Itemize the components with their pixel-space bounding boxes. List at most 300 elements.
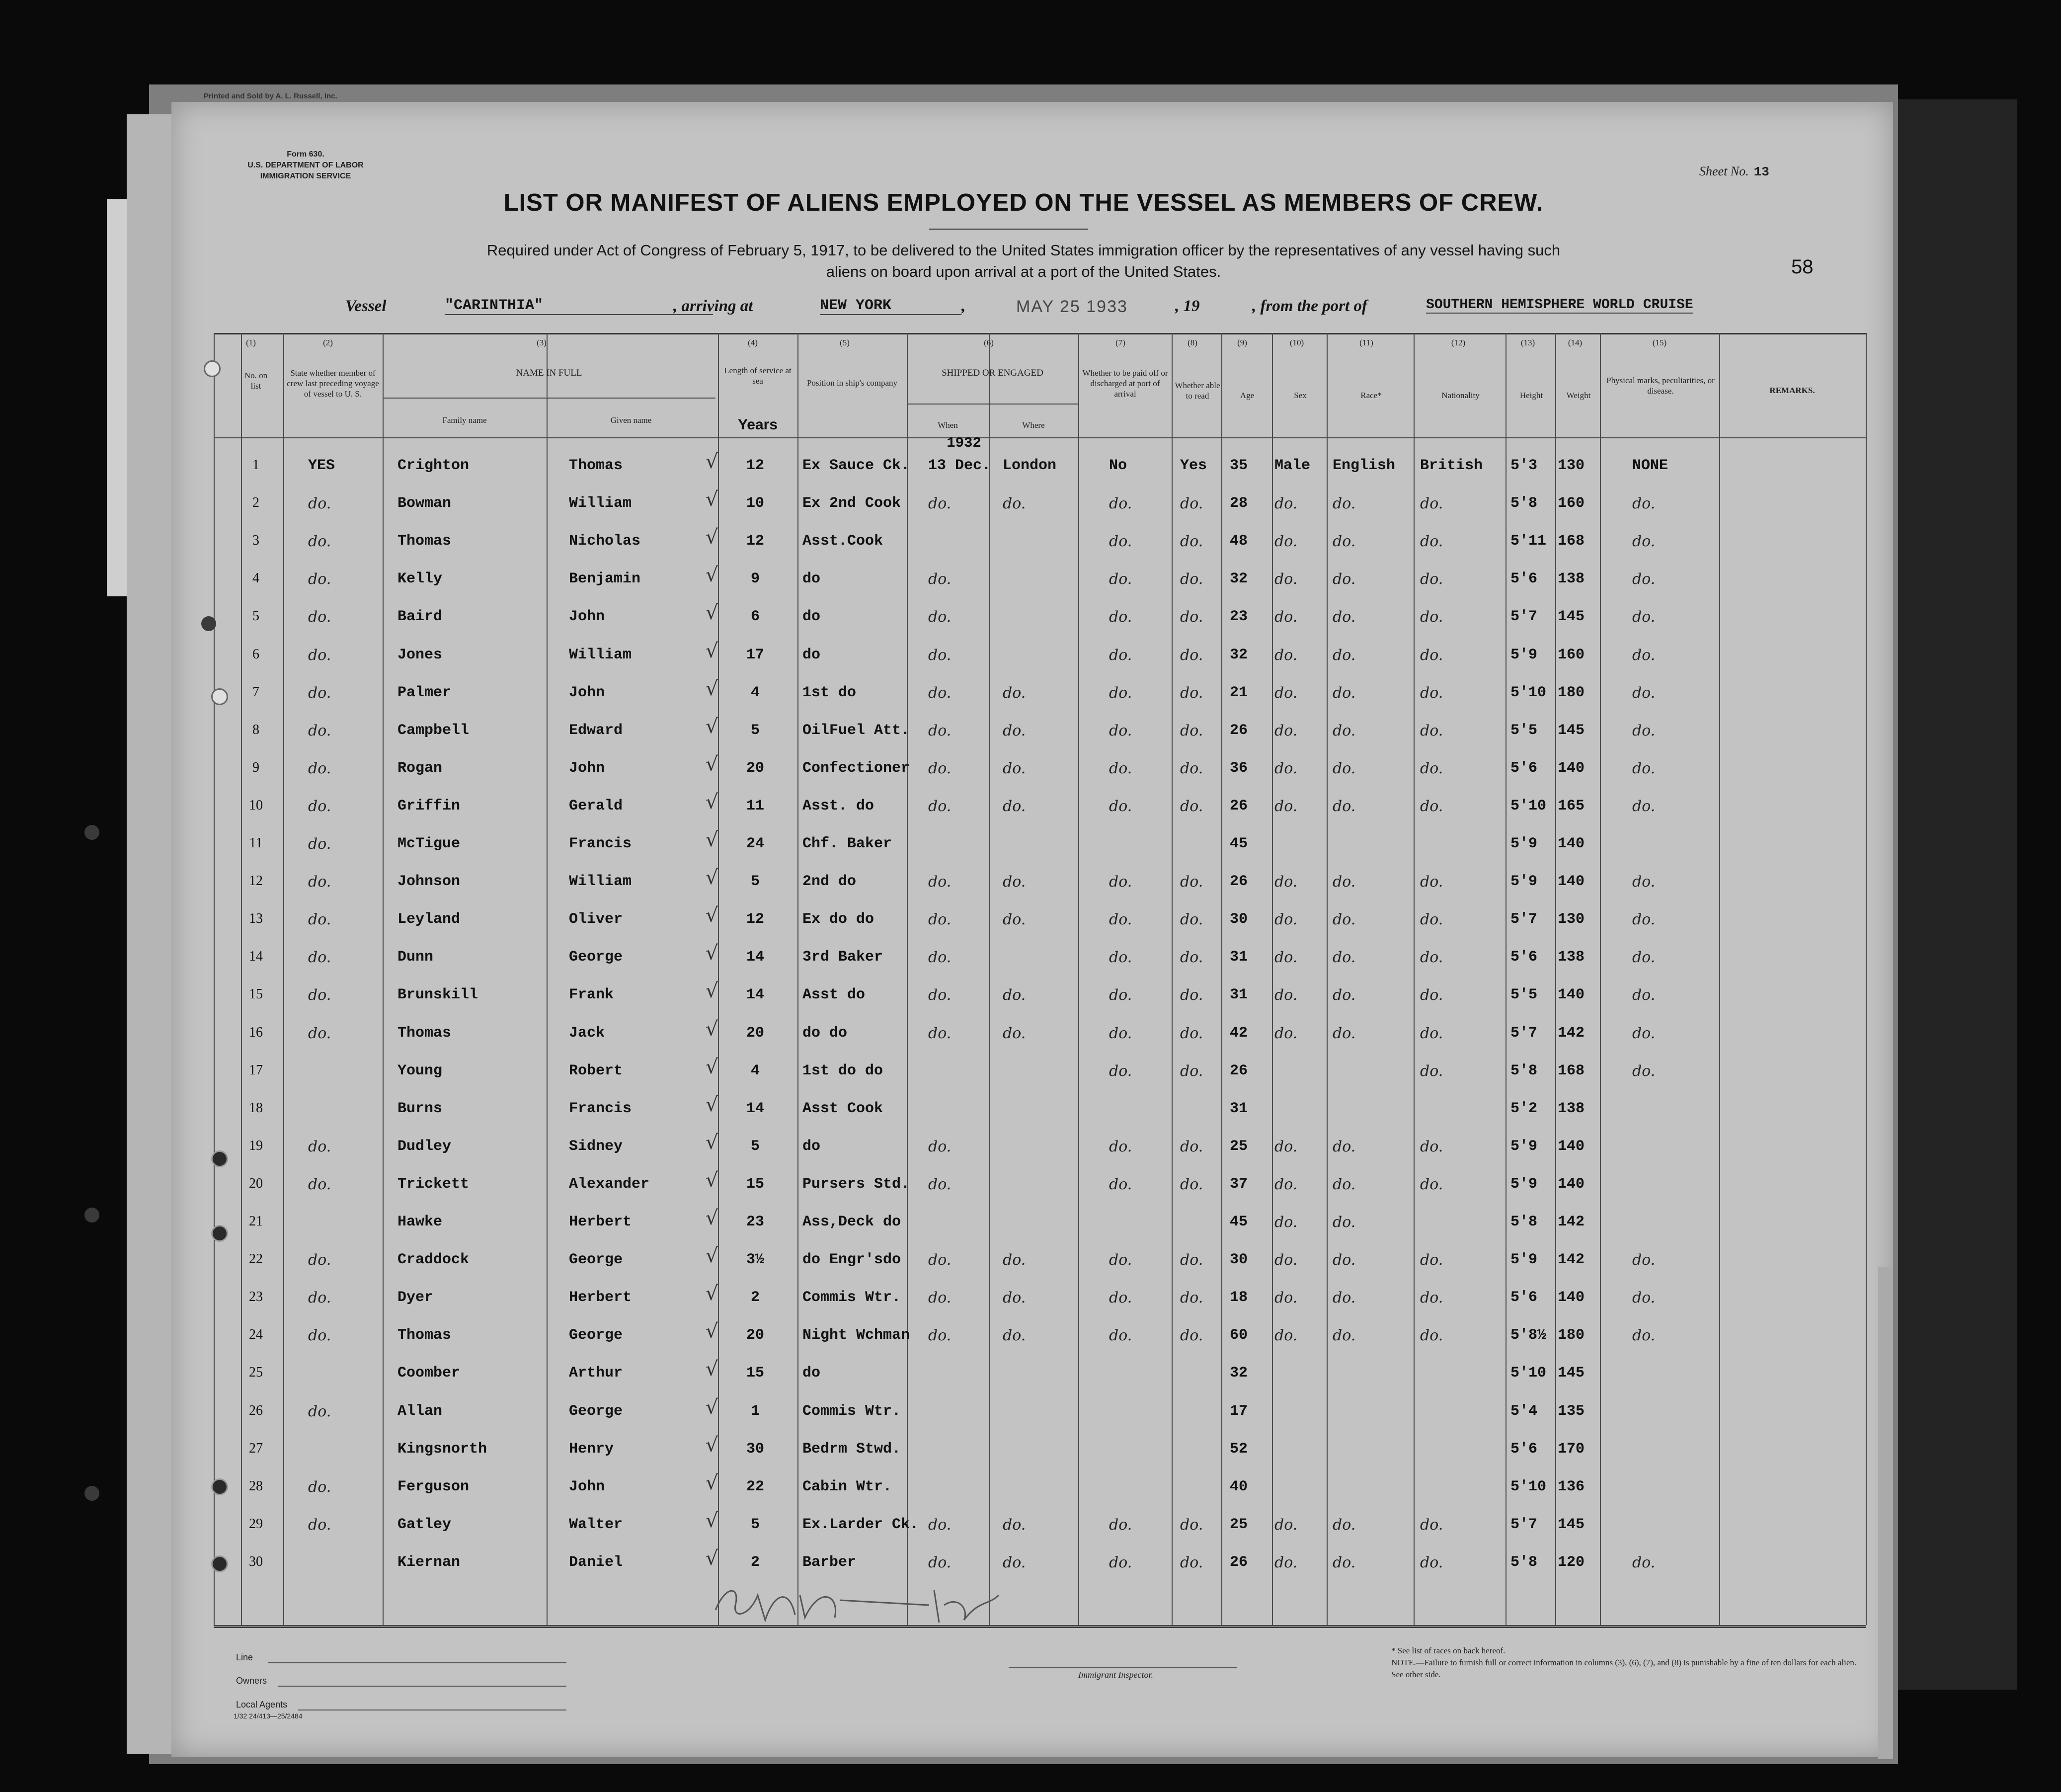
- table-bottom-rule: [214, 1625, 1866, 1626]
- cell-family: Kiernan: [397, 1553, 461, 1571]
- footer-owners-rule: [278, 1686, 566, 1687]
- cell-weight: 140: [1558, 759, 1585, 777]
- cell-service: 30: [746, 1440, 764, 1458]
- cell-state: do.: [308, 759, 331, 777]
- column-number: (2): [323, 338, 333, 347]
- cell-sex: do.: [1274, 1327, 1298, 1345]
- table-row: [0, 715, 2061, 760]
- cell-height: 5'5: [1510, 986, 1538, 1004]
- cell-weight: 165: [1558, 797, 1585, 815]
- cell-service: 5: [750, 722, 760, 739]
- cell-read: do.: [1180, 722, 1203, 739]
- cell-sex: do.: [1274, 570, 1298, 588]
- cell-given: Edward: [569, 722, 623, 739]
- cell-state: do.: [308, 1175, 331, 1193]
- cell-family: Bowman: [397, 495, 452, 512]
- cell-age: 31: [1230, 949, 1248, 966]
- binder-hole: [84, 825, 99, 840]
- cell-nat: do.: [1420, 533, 1443, 551]
- cell-weight: 140: [1558, 873, 1585, 891]
- arriving-label: , arriving at: [673, 297, 753, 315]
- stamp-number: 58: [1791, 256, 1814, 278]
- cell-no: 21: [249, 1214, 263, 1229]
- header-able-to-read: Whether able to read: [1175, 381, 1220, 401]
- cell-paid: do.: [1109, 986, 1132, 1004]
- header-physical-marks: Physical marks, peculiarities, or disease.: [1606, 376, 1715, 396]
- cell-position: do do: [802, 1024, 848, 1042]
- table-row: [0, 450, 2061, 495]
- header-family-name: Family name: [442, 415, 487, 425]
- cell-family: Palmer: [397, 684, 452, 701]
- cell-no: 1: [252, 457, 259, 473]
- cell-no: 20: [249, 1175, 263, 1191]
- cell-paid: do.: [1109, 759, 1132, 777]
- cell-family: Brunskill: [397, 986, 478, 1004]
- cell-when: do.: [928, 1289, 951, 1307]
- cell-weight: 138: [1558, 1100, 1585, 1117]
- cell-sex: do.: [1274, 722, 1298, 739]
- arrival-date-stamp: MAY 25 1933: [1016, 297, 1128, 316]
- cell-given: Herbert: [569, 1289, 632, 1306]
- punch-hole: [211, 1555, 228, 1572]
- cell-no: 12: [249, 873, 263, 889]
- cell-family: Baird: [397, 608, 443, 626]
- cell-position: 1st do: [802, 684, 857, 701]
- cell-sex: do.: [1274, 608, 1298, 626]
- cell-service: 1: [750, 1402, 760, 1420]
- cell-nat: do.: [1420, 722, 1443, 739]
- cell-given: John: [569, 684, 605, 701]
- cell-age: 45: [1230, 1214, 1248, 1230]
- cell-read: do.: [1180, 1251, 1203, 1269]
- cell-age: 40: [1230, 1478, 1248, 1495]
- check-mark-icon: √: [706, 564, 718, 587]
- cell-position: Asst Cook: [802, 1100, 883, 1117]
- cell-where: do.: [1003, 911, 1026, 929]
- cell-race: do.: [1333, 570, 1356, 588]
- cell-race: do.: [1333, 911, 1356, 929]
- table-row: [0, 1320, 2061, 1365]
- column-number: (11): [1359, 338, 1373, 347]
- cell-no: 7: [252, 684, 259, 700]
- footer-agents-rule: [298, 1710, 566, 1711]
- cell-no: 17: [249, 1062, 263, 1078]
- cell-given: Arthur: [569, 1365, 623, 1382]
- cell-height: 5'8: [1510, 1214, 1538, 1230]
- table-row: [0, 639, 2061, 684]
- cell-when: do.: [928, 1516, 951, 1534]
- column-number: (1): [246, 338, 256, 347]
- header-remarks: REMARKS.: [1769, 386, 1815, 395]
- service-name: IMMIGRATION SERVICE: [260, 172, 351, 180]
- header-name-in-full: NAME IN FULL: [516, 368, 582, 378]
- cell-weight: 180: [1558, 684, 1585, 701]
- table-row: [0, 1433, 2061, 1478]
- cell-no: 2: [252, 495, 259, 511]
- cell-sex: do.: [1274, 684, 1298, 702]
- cell-sex: do.: [1274, 646, 1298, 664]
- cell-weight: 130: [1558, 457, 1585, 474]
- cell-sex: do.: [1274, 873, 1298, 891]
- cell-height: 5'6: [1510, 1440, 1538, 1458]
- cell-position: Ass,Deck do: [802, 1214, 901, 1230]
- cell-when: do.: [928, 646, 951, 664]
- cell-where: do.: [1003, 1024, 1026, 1042]
- cell-family: Gatley: [397, 1516, 452, 1533]
- cell-nat: British: [1420, 457, 1483, 474]
- cell-sex: do.: [1274, 1251, 1298, 1269]
- header-length-service: Length of service at sea: [724, 366, 792, 386]
- cell-paid: do.: [1109, 911, 1132, 929]
- cell-race: do.: [1333, 608, 1356, 626]
- cell-age: 26: [1230, 873, 1248, 891]
- header-shipped-engaged: SHIPPED OR ENGAGED: [942, 368, 1043, 378]
- footer-line-label: Line: [236, 1652, 253, 1662]
- cell-position: Ex do do: [802, 911, 874, 928]
- cell-where: do.: [1003, 1553, 1026, 1571]
- check-mark-icon: √: [706, 526, 718, 549]
- cell-weight: 140: [1558, 986, 1585, 1004]
- check-mark-icon: √: [706, 752, 718, 776]
- cell-race: do.: [1333, 1138, 1356, 1155]
- cell-nat: do.: [1420, 911, 1443, 929]
- cell-family: McTigue: [397, 835, 461, 852]
- cell-height: 5'9: [1510, 646, 1538, 663]
- cell-paid: do.: [1109, 1251, 1132, 1269]
- cell-given: Francis: [569, 835, 632, 852]
- name-subheader-rule: [383, 398, 715, 399]
- table-row: [0, 1093, 2061, 1138]
- cell-no: 23: [249, 1289, 263, 1305]
- immigrant-inspector-label: Immigrant Inspector.: [1078, 1670, 1153, 1680]
- cell-position: OilFuel Att.: [802, 722, 910, 739]
- check-mark-icon: √: [706, 488, 718, 511]
- cell-nat: do.: [1420, 608, 1443, 626]
- cell-phys: NONE: [1632, 457, 1668, 474]
- cell-no: 13: [249, 911, 263, 927]
- column-number: (12): [1451, 338, 1466, 347]
- cell-no: 10: [249, 797, 263, 813]
- punch-hole: [211, 1478, 228, 1495]
- sheet-number-label: Sheet No.: [1699, 164, 1749, 178]
- cell-state: do.: [308, 1024, 331, 1042]
- cell-sex: do.: [1274, 533, 1298, 551]
- cell-weight: 160: [1558, 646, 1585, 663]
- cell-when: do.: [928, 608, 951, 626]
- cell-position: Barber: [802, 1553, 857, 1571]
- cell-no: 18: [249, 1100, 263, 1116]
- header-where: Where: [1022, 420, 1045, 430]
- cell-read: do.: [1180, 684, 1203, 702]
- binder-hole: [84, 1208, 99, 1222]
- check-mark-icon: √: [706, 1509, 718, 1532]
- cell-paid: do.: [1109, 608, 1132, 626]
- table-row: [0, 1471, 2061, 1516]
- cell-service: 11: [746, 797, 764, 815]
- cell-family: Leyland: [397, 911, 461, 928]
- cell-race: do.: [1333, 533, 1356, 551]
- cell-paid: do.: [1109, 949, 1132, 967]
- cell-when: do.: [928, 684, 951, 702]
- cell-paid: do.: [1109, 722, 1132, 739]
- cell-read: do.: [1180, 1062, 1203, 1080]
- cell-age: 60: [1230, 1327, 1248, 1344]
- cell-where: do.: [1003, 797, 1026, 815]
- cell-race: do.: [1333, 722, 1356, 739]
- cell-family: Dyer: [397, 1289, 434, 1306]
- cell-no: 3: [252, 533, 259, 549]
- cell-weight: 170: [1558, 1440, 1585, 1458]
- cell-position: 2nd do: [802, 873, 857, 891]
- cell-nat: do.: [1420, 495, 1443, 513]
- cell-height: 5'10: [1510, 797, 1547, 815]
- cell-no: 24: [249, 1327, 263, 1343]
- table-row: [0, 828, 2061, 873]
- cell-service: 12: [746, 457, 764, 474]
- cell-when: do.: [928, 1251, 951, 1269]
- cell-paid: No: [1109, 457, 1127, 474]
- cell-family: Craddock: [397, 1251, 470, 1269]
- cell-read: do.: [1180, 570, 1203, 588]
- cell-where: do.: [1003, 1516, 1026, 1534]
- cell-race: do.: [1333, 873, 1356, 891]
- cell-state: do.: [308, 797, 331, 815]
- cell-state: do.: [308, 1478, 331, 1496]
- cell-given: Walter: [569, 1516, 623, 1533]
- cell-given: Gerald: [569, 797, 623, 815]
- cell-no: 30: [249, 1553, 263, 1569]
- cell-read: do.: [1180, 986, 1203, 1004]
- cell-service: 3½: [746, 1251, 764, 1269]
- cell-position: Night Wchman: [802, 1327, 910, 1344]
- cell-height: 5'7: [1510, 1024, 1538, 1042]
- cell-family: Hawke: [397, 1214, 443, 1230]
- cell-state: do.: [308, 722, 331, 739]
- check-mark-icon: √: [706, 1093, 718, 1116]
- cell-age: 23: [1230, 608, 1248, 626]
- cell-given: George: [569, 949, 623, 966]
- cell-family: Griffin: [397, 797, 461, 815]
- cell-service: 14: [746, 949, 764, 966]
- header-weight: Weight: [1566, 391, 1591, 400]
- cell-paid: do.: [1109, 570, 1132, 588]
- header-paid-off: Whether to be paid off or discharged at port of arrival: [1082, 368, 1168, 399]
- cell-state: do.: [308, 1138, 331, 1155]
- table-row: [0, 488, 2061, 533]
- cell-no: 6: [252, 646, 259, 662]
- cell-position: do: [802, 1138, 821, 1155]
- cell-when: do.: [928, 722, 951, 739]
- cell-given: John: [569, 1478, 605, 1495]
- cell-nat: do.: [1420, 1251, 1443, 1269]
- cell-weight: 142: [1558, 1214, 1585, 1230]
- cell-paid: do.: [1109, 495, 1132, 513]
- cell-position: 1st do do: [802, 1062, 883, 1079]
- cell-race: do.: [1333, 1214, 1356, 1231]
- cell-service: 20: [746, 1024, 764, 1042]
- cell-height: 5'6: [1510, 949, 1538, 966]
- cell-phys: do.: [1632, 1024, 1656, 1042]
- cell-given: Alexander: [569, 1175, 650, 1193]
- cell-where: do.: [1003, 986, 1026, 1004]
- cell-phys: do.: [1632, 570, 1656, 588]
- cell-read: do.: [1180, 646, 1203, 664]
- header-height: Height: [1519, 391, 1543, 400]
- cell-age: 26: [1230, 722, 1248, 739]
- cell-nat: do.: [1420, 684, 1443, 702]
- cell-when: do.: [928, 1138, 951, 1155]
- form-header-block: [219, 149, 393, 182]
- table-row: [0, 1244, 2061, 1289]
- cell-phys: do.: [1632, 1062, 1656, 1080]
- header-bottom-rule: [214, 437, 1866, 438]
- cell-phys: do.: [1632, 646, 1656, 664]
- cell-phys: do.: [1632, 1553, 1656, 1571]
- cell-given: Sidney: [569, 1138, 623, 1155]
- cell-state: do.: [308, 1402, 331, 1420]
- header-state-whether: State whether member of crew last preceding voyage of vessel to U. S.: [287, 368, 379, 399]
- table-row: [0, 1509, 2061, 1554]
- binder-hole: [84, 1486, 99, 1501]
- cell-race: do.: [1333, 949, 1356, 967]
- cell-phys: do.: [1632, 608, 1656, 626]
- cell-no: 27: [249, 1440, 263, 1456]
- cell-family: Coomber: [397, 1365, 461, 1382]
- cell-weight: 135: [1558, 1402, 1585, 1420]
- check-mark-icon: √: [706, 450, 718, 473]
- year-shipped: 1932: [947, 435, 981, 451]
- cell-when: do.: [928, 1024, 951, 1042]
- cell-when: do.: [928, 873, 951, 891]
- column-number: (7): [1115, 338, 1125, 347]
- table-row: [0, 904, 2061, 949]
- cell-read: do.: [1180, 1516, 1203, 1534]
- cell-position: Confectioner: [802, 759, 910, 777]
- table-row: [0, 564, 2061, 608]
- cell-state: do.: [308, 684, 331, 702]
- cell-given: Daniel: [569, 1553, 623, 1571]
- cell-given: Francis: [569, 1100, 632, 1117]
- cell-height: 5'9: [1510, 1175, 1538, 1193]
- cell-where: do.: [1003, 1289, 1026, 1307]
- cell-position: Ex Sauce Ck.: [802, 457, 910, 474]
- cell-given: John: [569, 759, 605, 777]
- check-mark-icon: √: [706, 1320, 718, 1343]
- cell-weight: 120: [1558, 1553, 1585, 1571]
- cell-paid: do.: [1109, 1024, 1132, 1042]
- cell-age: 36: [1230, 759, 1248, 777]
- cell-phys: do.: [1632, 1327, 1656, 1345]
- cell-nat: do.: [1420, 646, 1443, 664]
- cell-height: 5'9: [1510, 835, 1538, 852]
- column-number: (4): [748, 338, 758, 347]
- table-row: [0, 1055, 2061, 1100]
- cell-paid: do.: [1109, 646, 1132, 664]
- cell-no: 5: [252, 608, 259, 624]
- cell-position: do: [802, 646, 821, 663]
- cell-sex: do.: [1274, 1214, 1298, 1231]
- cell-sex: do.: [1274, 1289, 1298, 1307]
- cell-sex: Male: [1274, 457, 1311, 474]
- cell-weight: 136: [1558, 1478, 1585, 1495]
- cell-where: do.: [1003, 722, 1026, 739]
- cell-where: do.: [1003, 1251, 1026, 1269]
- cell-race: do.: [1333, 797, 1356, 815]
- cell-height: 5'8: [1510, 1553, 1538, 1571]
- cell-read: do.: [1180, 873, 1203, 891]
- cell-nat: do.: [1420, 570, 1443, 588]
- form-number: Form 630.: [287, 150, 324, 159]
- column-number: (14): [1568, 338, 1583, 347]
- cell-when: do.: [928, 1175, 951, 1193]
- footer-note: [1391, 1645, 1868, 1681]
- header-nationality: Nationality: [1441, 391, 1480, 400]
- cell-race: English: [1333, 457, 1396, 474]
- table-row: [0, 526, 2061, 570]
- cell-weight: 142: [1558, 1024, 1585, 1042]
- cell-age: 31: [1230, 1100, 1248, 1117]
- cell-sex: do.: [1274, 949, 1298, 967]
- cell-height: 5'11: [1510, 533, 1547, 550]
- cell-age: 26: [1230, 797, 1248, 815]
- cell-age: 26: [1230, 1553, 1248, 1571]
- cell-phys: do.: [1632, 722, 1656, 739]
- check-mark-icon: √: [706, 1358, 718, 1381]
- cell-read: Yes: [1180, 457, 1207, 474]
- cell-service: 4: [750, 684, 760, 701]
- cell-position: Asst do: [802, 986, 866, 1004]
- cell-weight: 168: [1558, 533, 1585, 550]
- column-number: (9): [1237, 338, 1247, 347]
- cell-weight: 145: [1558, 608, 1585, 626]
- cell-nat: do.: [1420, 1062, 1443, 1080]
- page-subtitle: [323, 240, 1724, 282]
- cell-given: Frank: [569, 986, 614, 1004]
- cell-given: Robert: [569, 1062, 623, 1079]
- check-mark-icon: √: [706, 1395, 718, 1419]
- cell-race: do.: [1333, 1024, 1356, 1042]
- cell-family: Jones: [397, 646, 443, 663]
- footer-owners-label: Owners: [236, 1676, 267, 1686]
- printer-imprint: Printed and Sold by A. L. Russell, Inc.: [204, 92, 337, 100]
- cell-service: 14: [746, 986, 764, 1004]
- cell-read: do.: [1180, 608, 1203, 626]
- cell-no: 9: [252, 759, 259, 775]
- cell-service: 14: [746, 1100, 764, 1117]
- cell-when: do.: [928, 949, 951, 967]
- column-number: (10): [1289, 338, 1304, 347]
- cell-position: Commis Wtr.: [802, 1402, 901, 1420]
- cell-state: do.: [308, 873, 331, 891]
- note-races: * See list of races on back hereof.: [1391, 1646, 1506, 1655]
- cell-service: 15: [746, 1365, 764, 1382]
- cell-nat: do.: [1420, 986, 1443, 1004]
- check-mark-icon: √: [706, 1131, 718, 1154]
- cell-paid: do.: [1109, 684, 1132, 702]
- cell-height: 5'4: [1510, 1402, 1538, 1420]
- cell-given: William: [569, 873, 632, 891]
- header-sex: Sex: [1294, 391, 1307, 400]
- cell-read: do.: [1180, 797, 1203, 815]
- cell-family: Rogan: [397, 759, 443, 777]
- cell-no: 14: [249, 949, 263, 965]
- cell-weight: 180: [1558, 1327, 1585, 1344]
- cell-position: Commis Wtr.: [802, 1289, 901, 1306]
- cell-family: Kingsnorth: [397, 1440, 487, 1458]
- cell-paid: do.: [1109, 1327, 1132, 1345]
- check-mark-icon: √: [706, 715, 718, 738]
- cell-age: 32: [1230, 570, 1248, 588]
